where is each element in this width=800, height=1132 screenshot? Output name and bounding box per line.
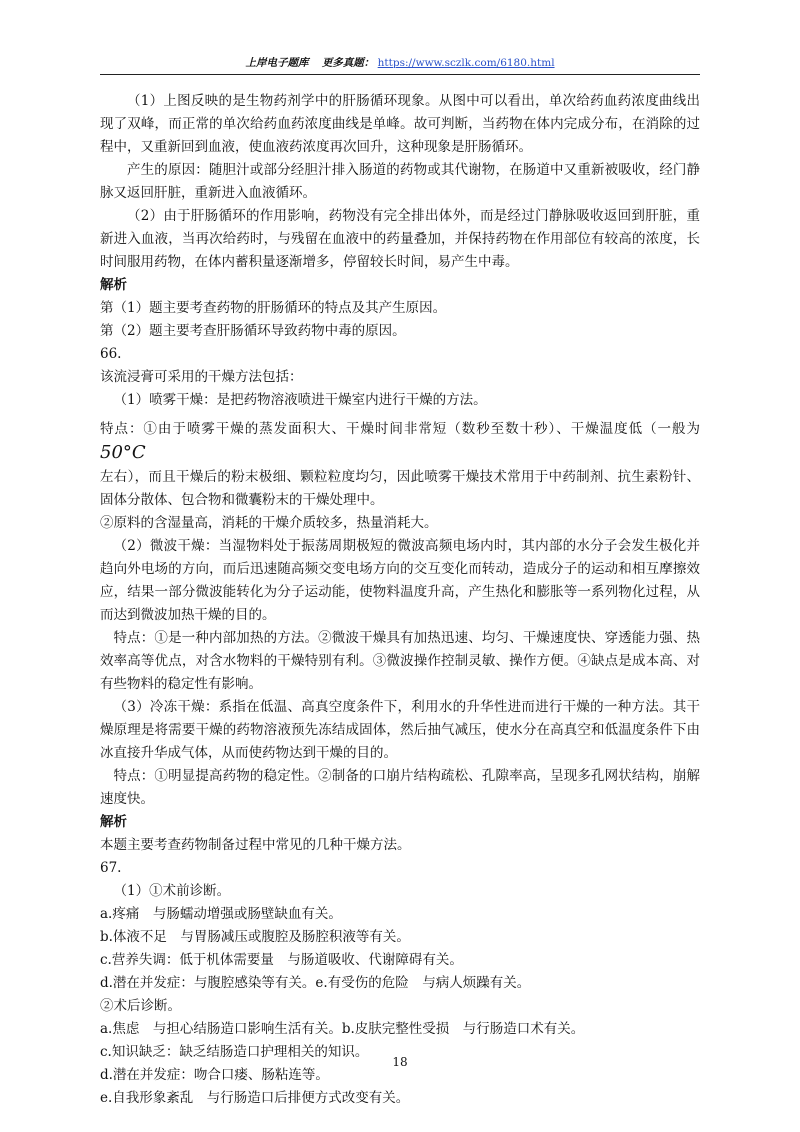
list-item: ②术后诊断。 [100,998,181,1014]
text-run: 特点：①由于喷雾干燥的蒸发面积大、干燥时间非常短（数秒至数十秒）、干燥温度低（一般为 [100,421,700,437]
analysis-heading: 解析 [100,814,127,830]
list-item: a.疼痛 与肠蠕动增强或肠壁缺血有关。 [100,906,342,922]
paragraph: （2）微波干燥：当湿物料处于振荡周期极短的微波高频电场内时，其内部的水分子会发生极化并趋向外电场的方向，而后迅速随高频交变电场方向的交互变化而转动，造成分子的运动和相互摩擦效应，结果一部分微波能转化为分子运动能，使物料温度升高，产生热化和膨胀等一系列物化过程，从而达到微波加热干燥的目的。 [100,538,700,623]
list-item: c.知识缺乏：缺乏结肠造口护理相关的知识。 [100,1044,369,1060]
temperature-formula: 50°C [100,442,146,463]
document-body [100,90,700,1110]
paragraph: 该流浸膏可采用的干燥方法包括： [100,369,303,385]
list-item: d.潜在并发症：与腹腔感染等有关。e.有受伤的危险 与病人烦躁有关。 [100,975,531,991]
paragraph: （1）喷雾干燥：是把药物溶液喷进干燥室内进行干燥的方法。 [113,392,487,408]
paragraph: （1）上图反映的是生物药剂学中的肝肠循环现象。从图中可以看出，单次给药血药浓度曲线出现了双峰，而正常的单次给药血药浓度曲线是单峰。故可判断，当药物在体内完成分布，在消除的过程中，又重新回到血液，使血液药浓度再次回升，这种现象是肝肠循环。 [100,93,700,155]
paragraph: 第（2）题主要考查肝肠循环导致药物中毒的原因。 [100,323,406,339]
list-item: a.焦虑 与担心结肠造口影响生活有关。b.皮肤完整性受损 与行肠造口术有关。 [100,1021,585,1037]
paragraph: （2）由于肝肠循环的作用影响，药物没有完全排出体外，而是经过门静脉吸收返回到肝脏，重新进入血液，当再次给药时，与残留在血液中的药量叠加，并保持药物在作用部位有较高的浓度，长时间服用药物，在体内蓄积量逐渐增多，停留较长时间，易产生中毒。 [100,208,700,270]
paragraph: 左右），而且干燥后的粉末极细、颗粒粒度均匀，因此喷雾干燥技术常用于中药制剂、抗生素粉针、固体分散体、包合物和微囊粉末的干燥处理中。 [100,469,700,508]
list-item: e.自我形象紊乱 与行肠造口后排便方式改变有关。 [100,1090,410,1106]
paragraph: 第（1）题主要考查药物的肝肠循环的特点及其产生原因。 [100,300,447,316]
list-item: b.体液不足 与胃肠减压或腹腔及肠腔积液等有关。 [100,929,410,945]
paragraph: （3）冷冻干燥：系指在低温、高真空度条件下，利用水的升华性进而进行干燥的一种方法。其干燥原理是将需要干燥的药物溶液预先冻结成固体，然后抽气减压，使水分在高真空和低温度条件下由冰直接升华成气体，从而使药物达到干燥的目的。 [100,699,700,761]
list-item: c.营养失调：低于机体需要量 与肠道吸收、代谢障碍有关。 [100,952,463,968]
page-number: 18 [392,1055,408,1069]
question-number: 67. [100,860,122,876]
analysis-heading: 解析 [100,277,127,293]
paragraph: 产生的原因：随胆汁或部分经胆汁排入肠道的药物或其代谢物，在肠道中又重新被吸收，经门静脉又返回肝脏，重新进入血液循环。 [100,162,700,201]
page-header [100,50,700,75]
question-number: 66. [100,346,122,362]
paragraph: （1）①术前诊断。 [113,883,231,899]
paragraph: 本题主要考查药物制备过程中常见的几种干燥方法。 [100,837,411,853]
paragraph: 特点：①明显提高药物的稳定性。②制备的口崩片结构疏松、孔隙率高，呈现多孔网状结构，崩解速度快。 [100,768,700,807]
header-site-name: 上岸电子题库 [245,57,309,69]
paragraph [100,418,700,466]
list-item: d.潜在并发症：吻合口瘘、肠粘连等。 [100,1067,329,1083]
header-url-link[interactable]: https://www.sczlk.com/6180.html [377,57,555,69]
paragraph: ②原料的含湿量高，消耗的干燥介质较多，热量消耗大。 [100,515,438,531]
header-line [100,55,700,70]
paragraph: 特点：①是一种内部加热的方法。②微波干燥具有加热迅速、均匀、干燥速度快、穿透能力强、热效率高等优点，对含水物料的干燥特别有利。③微波操作控制灵敏、操作方便。④缺点是成本高、对有些物料的稳定性有影响。 [100,630,700,692]
header-download-label: 更多真题： [321,57,375,69]
